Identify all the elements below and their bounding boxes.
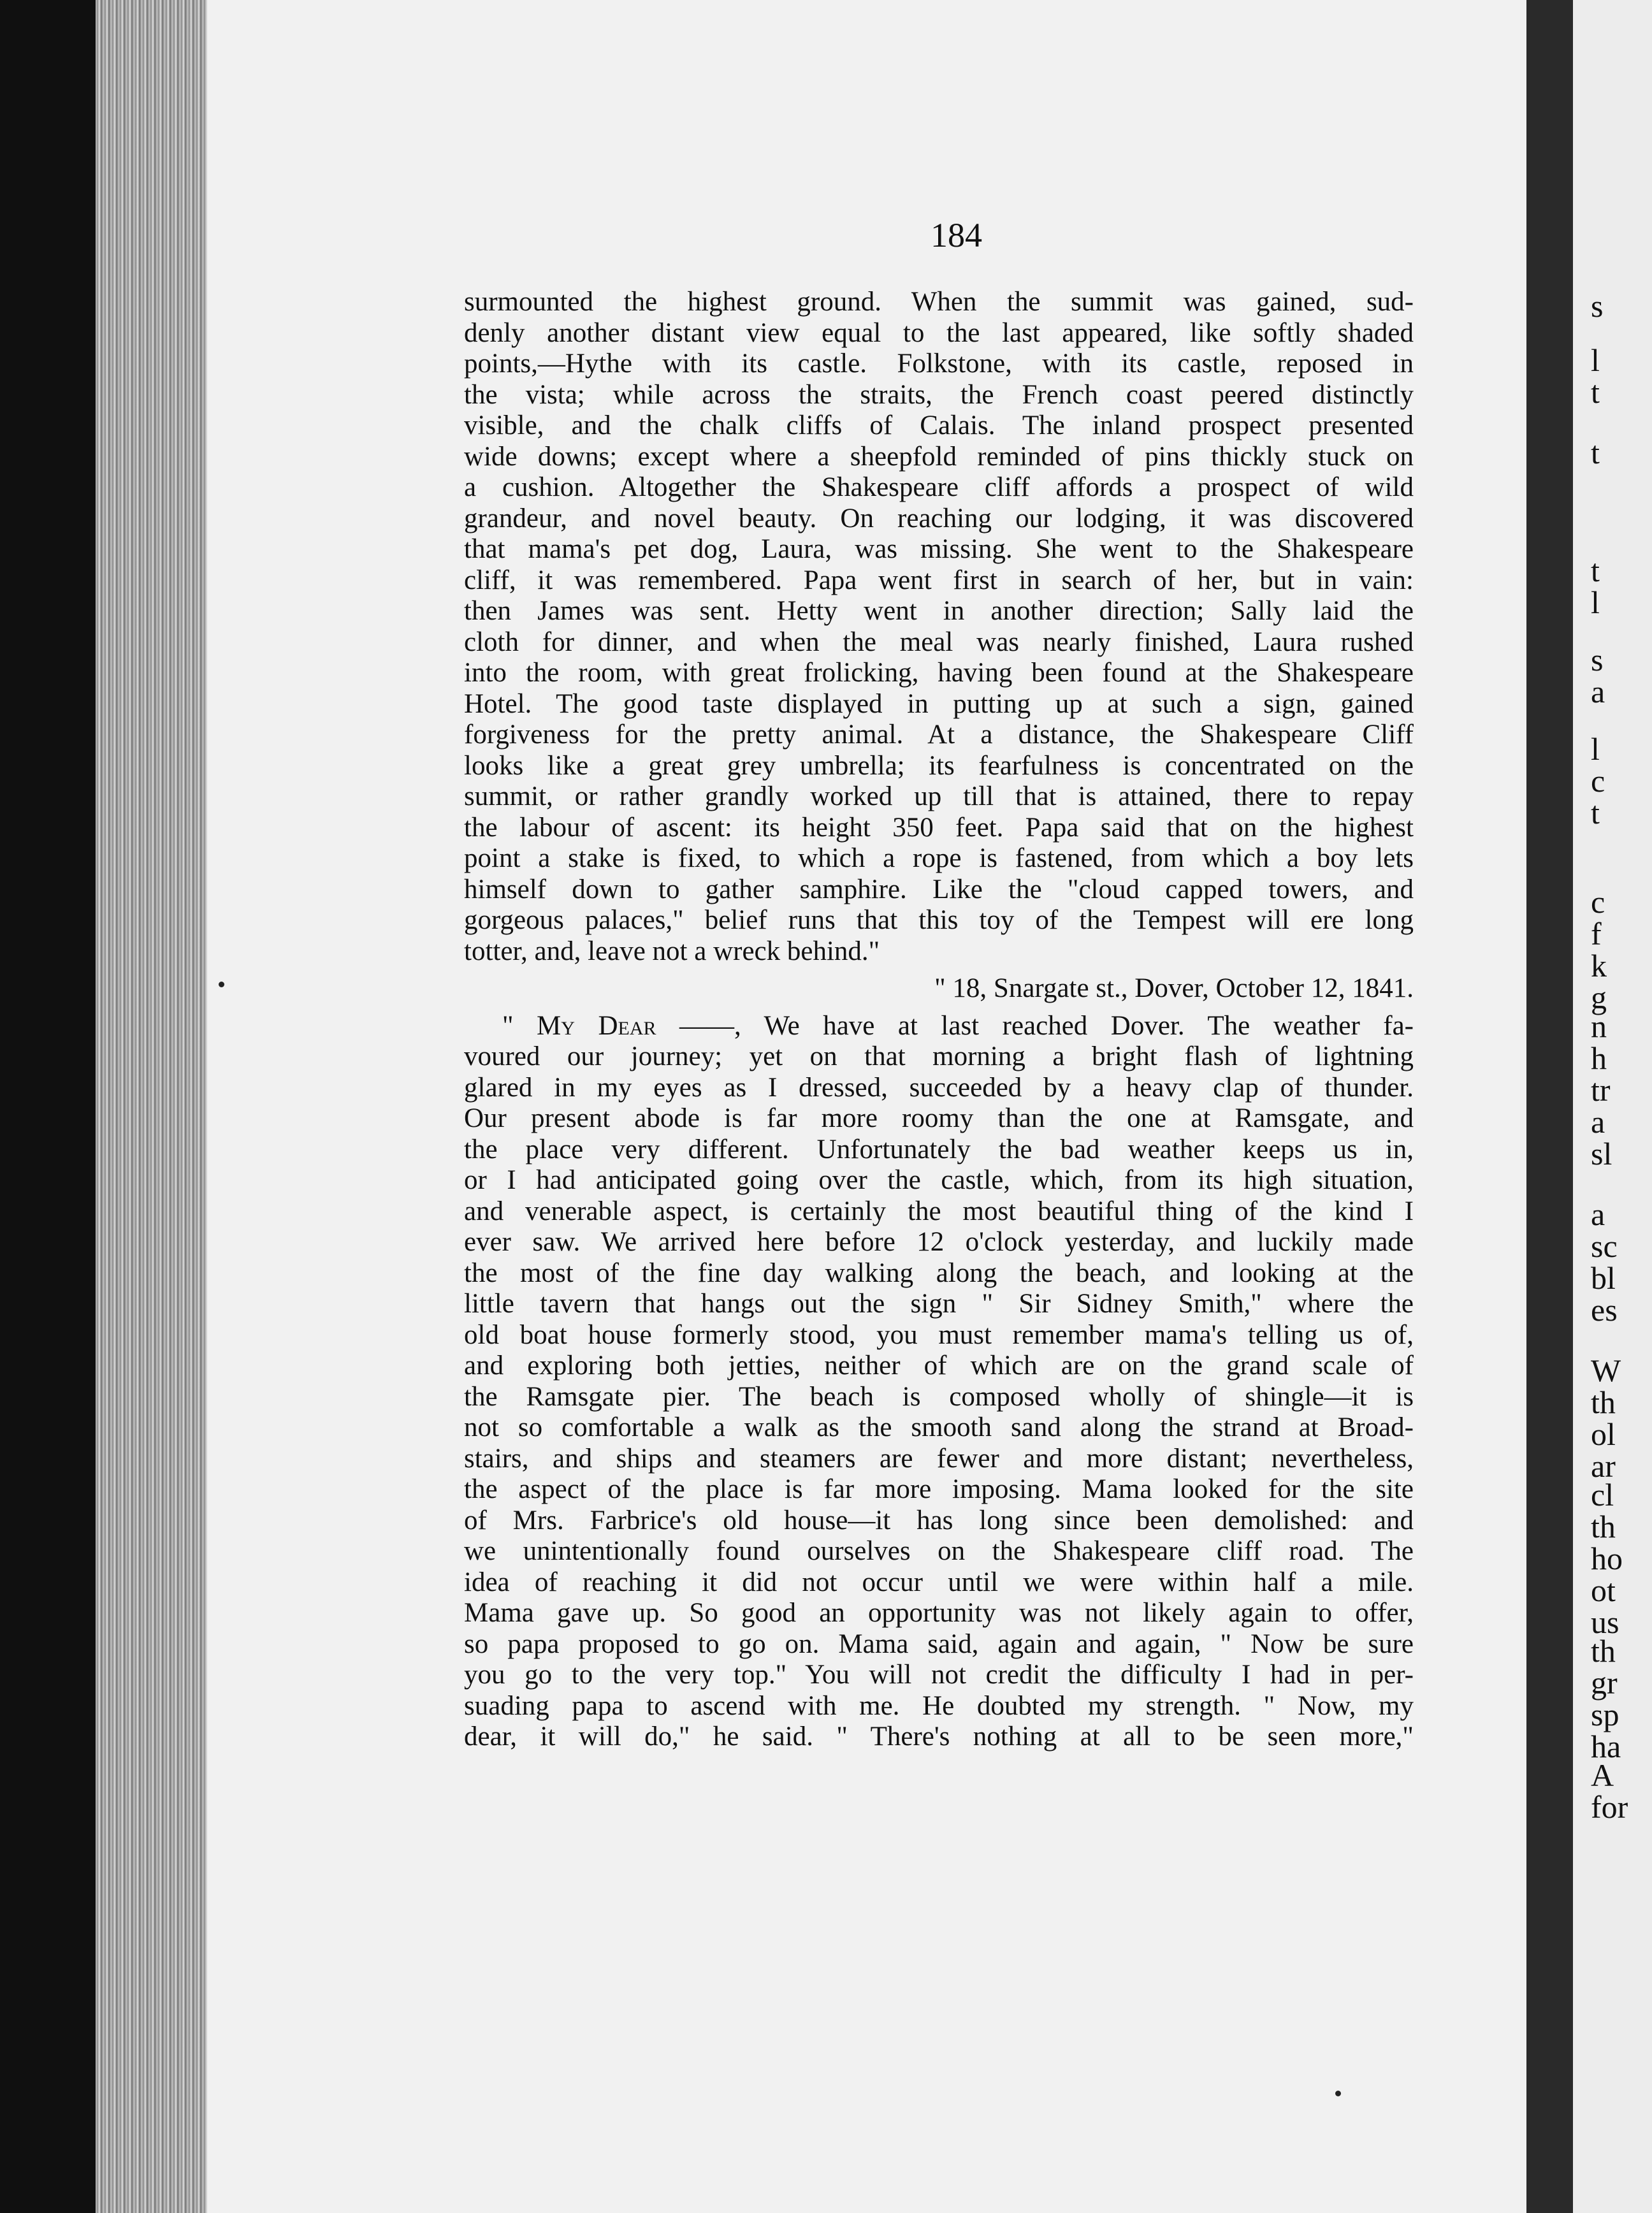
letter-first-line-rest: We have at last reached Dover. The weather fa- [741,1010,1414,1041]
body-line: a cushion. Altogether the Shakespeare cliff affords a prospect of wild [464,472,1414,502]
letter-line: dear, it will do," he said. " There's nothing at all to be seen more," [464,1722,1414,1752]
facing-page-fragment: ol [1591,1416,1616,1452]
facing-page-fragment: f [1591,916,1602,952]
body-line: cloth for dinner, and when the meal was nearly finished, Laura rushed [464,627,1414,657]
facing-page-fragment: sc [1591,1228,1618,1264]
letter-line: you go to the very top." You will not credit the difficulty I had in per- [464,1660,1414,1690]
facing-page-fragment: th [1591,1509,1616,1544]
body-line: himself down to gather samphire. Like the "cloud capped towers, and [464,874,1414,904]
body-line: cliff, it was remembered. Papa went first in search of her, but in vain: [464,565,1414,595]
facing-page-fragment: A [1591,1757,1614,1793]
letter-line: and exploring both jetties, neither of which are on the grand scale of [464,1351,1414,1381]
letter-line: or I had anticipated going over the castle, which, from its high situation, [464,1165,1414,1195]
facing-page-fragment: t [1591,435,1600,470]
facing-page-fragment: ot [1591,1572,1616,1608]
body-line: looks like a great grey umbrella; its fearfulness is concentrated on the [464,750,1414,781]
facing-page-fragment: c [1591,763,1605,799]
body-line: into the room, with great frolicking, having been found at the Shakespeare [464,658,1414,688]
facing-page-fragment: a [1591,1104,1605,1140]
letter-first-line [464,1011,1414,1042]
body-line: then James was sent. Hetty went in another direction; Sally laid the [464,596,1414,626]
speck-mark [219,982,224,987]
facing-page-fragment: h [1591,1040,1607,1076]
facing-page-fragment: t [1591,795,1600,831]
facing-page-fragment: sp [1591,1697,1619,1732]
letter-line: Mama gave up. So good an opportunity was not likely again to offer, [464,1598,1414,1628]
facing-page [1573,0,1652,2213]
body-line: gorgeous palaces," belief runs that this toy of the Tempest will ere long [464,905,1414,935]
letter-salutation: " My Dear ——, [502,1010,741,1041]
facing-page-fragment: l [1591,342,1600,378]
facing-page-fragment: a [1591,674,1605,709]
letter-line: idea of reaching it did not occur until we were within half a mile. [464,1567,1414,1597]
facing-page-fragment: g [1591,980,1607,1015]
book-page-edges [96,0,207,2213]
facing-page-fragment: a [1591,1196,1605,1232]
body-line: the vista; while across the straits, the French coast peered distinctly [464,379,1414,410]
letter-line: not so comfortable a walk as the smooth sand along the strand at Broad- [464,1412,1414,1442]
body-line: the labour of ascent: its height 350 feet. Papa said that on the highest [464,812,1414,843]
body-line: Hotel. The good taste displayed in putting up at such a sign, gained [464,688,1414,719]
facing-page-fragment: t [1591,374,1600,410]
facing-page-fragment: l [1591,731,1600,767]
letter-line: the aspect of the place is far more imposing. Mama looked for the site [464,1474,1414,1504]
body-line: totter, and, leave not a wreck behind." [464,936,880,966]
facing-page-fragment: s [1591,642,1604,678]
body-line: summit, or rather grandly worked up till that is attained, there to repay [464,781,1414,811]
facing-page-fragment: th [1591,1384,1616,1420]
facing-page-fragment: gr [1591,1665,1618,1701]
body-line: denly another distant view equal to the last appeared, like softly shaded [464,317,1414,348]
letter-line: and venerable aspect, is certainly the most beautiful thing of the kind I [464,1196,1414,1226]
facing-page-fragment: t [1591,553,1600,588]
facing-page-fragment: us [1591,1604,1619,1640]
body-line: surmounted the highest ground. When the summit was gained, sud- [464,287,1414,317]
facing-page-fragment: th [1591,1633,1616,1669]
facing-page-fragment: for [1591,1789,1628,1825]
letter-line: ever saw. We arrived here before 12 o'clock yesterday, and luckily made [464,1227,1414,1257]
letter-line: of Mrs. Farbrice's old house—it has long since been demolished: and [464,1505,1414,1535]
facing-page-fragment: bl [1591,1260,1616,1296]
facing-page-fragment: tr [1591,1072,1611,1108]
body-line: point a stake is fixed, to which a rope is fastened, from which a boy lets [464,843,1414,873]
body-line: points,—Hythe with its castle. Folkstone, with its castle, reposed in [464,349,1414,379]
facing-page-fragment: l [1591,584,1600,620]
letter-line: so papa proposed to go on. Mama said, again and again, " Now be sure [464,1629,1414,1659]
letter-line: Our present abode is far more roomy than the one at Ramsgate, and [464,1103,1414,1133]
letter-line: little tavern that hangs out the sign " Sir Sidney Smith," where the [464,1289,1414,1319]
facing-page-fragment: n [1591,1008,1607,1044]
letter-line: the Ramsgate pier. The beach is composed wholly of shingle—it is [464,1381,1414,1412]
facing-page-fragment: ho [1591,1541,1623,1576]
facing-page-fragment: W [1591,1353,1621,1388]
body-line: wide downs; except where a sheepfold reminded of pins thickly stuck on [464,441,1414,472]
body-line: that mama's pet dog, Laura, was missing. She went to the Shakespeare [464,534,1414,564]
body-line: forgiveness for the pretty animal. At a distance, the Shakespeare Cliff [464,720,1414,750]
letter-line: voured our journey; yet on that morning a bright flash of lightning [464,1041,1414,1071]
facing-page-fragment: k [1591,948,1607,983]
facing-page-fragment: cl [1591,1477,1614,1513]
body-line: visible, and the chalk cliffs of Calais. The inland prospect presented [464,410,1414,440]
letter-line: suading papa to ascend with me. He doubted my strength. " Now, my [464,1690,1414,1721]
facing-page-fragment: ar [1591,1448,1616,1484]
facing-page-fragment: s [1591,288,1604,324]
facing-page-fragment: c [1591,884,1605,920]
facing-page-fragment: es [1591,1292,1618,1328]
letter-line: old boat house formerly stood, you must remember mama's telling us of, [464,1319,1414,1350]
facing-page-fragment: sl [1591,1136,1612,1172]
speck-mark [1335,2091,1341,2096]
facing-page-fragment: ha [1591,1729,1621,1764]
letter-dateline: " 18, Snargate st., Dover, October 12, 1841. [934,973,1414,1003]
letter-line: the most of the fine day walking along the beach, and looking at the [464,1258,1414,1288]
body-line: grandeur, and novel beauty. On reaching our lodging, it was discovered [464,503,1414,533]
letter-line: stairs, and ships and steamers are fewer and more distant; nevertheless, [464,1443,1414,1474]
letter-line: the place very different. Unfortunately the bad weather keeps us in, [464,1134,1414,1165]
letter-line: we unintentionally found ourselves on the Shakespeare cliff road. The [464,1536,1414,1566]
page-body [464,287,1414,1753]
letter-line: glared in my eyes as I dressed, succeeded by a heavy clap of thunder. [464,1072,1414,1103]
page-number: 184 [931,216,982,254]
